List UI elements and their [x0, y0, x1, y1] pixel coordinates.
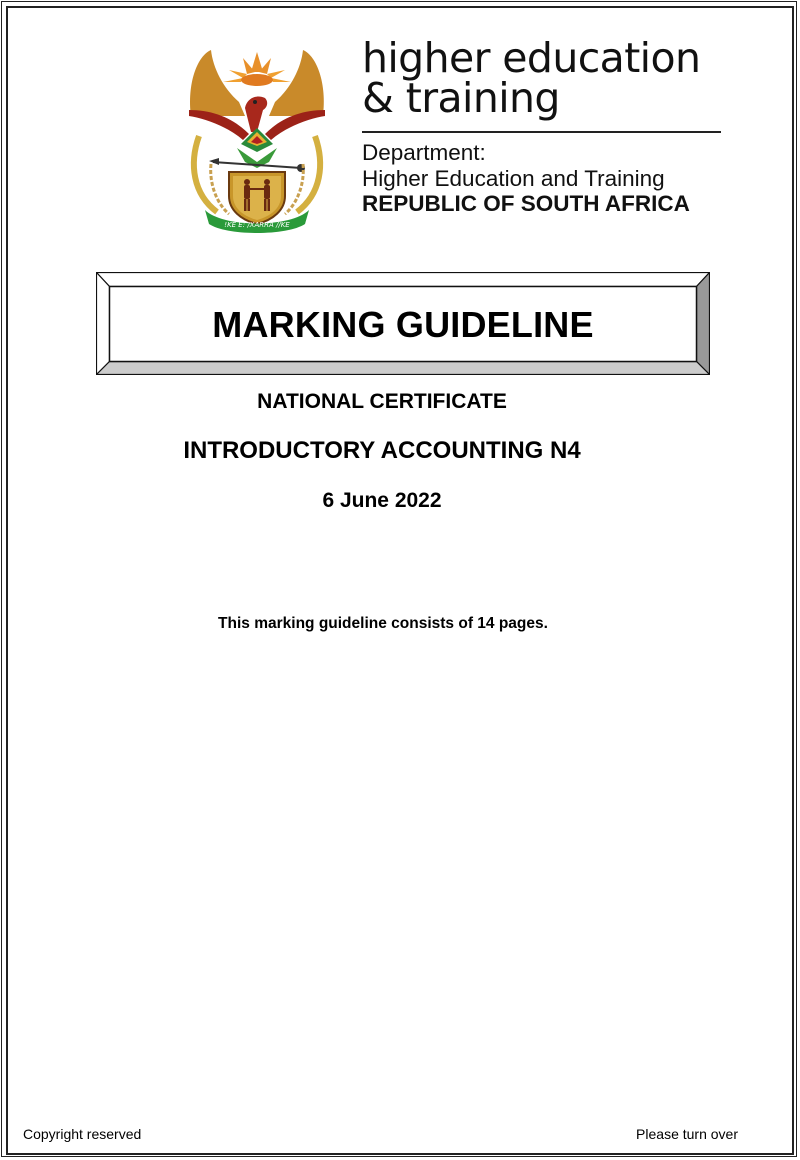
certificate-heading: NATIONAL CERTIFICATE — [257, 390, 507, 413]
logo-line-training: & training — [362, 74, 560, 122]
logo-line-higher-education: higher education — [362, 34, 701, 82]
title-box — [96, 272, 710, 375]
document-type-title: MARKING GUIDELINE — [212, 303, 594, 345]
department-name: Higher Education and Training — [362, 166, 665, 191]
footer-copyright: Copyright reserved — [23, 1126, 142, 1142]
subject-heading: INTRODUCTORY ACCOUNTING N4 — [183, 437, 581, 464]
exam-date: 6 June 2022 — [322, 489, 442, 512]
footer-turn-over: Please turn over — [636, 1126, 738, 1142]
page-count-note: This marking guideline consists of 14 pages. — [218, 615, 548, 632]
rising-sun-icon — [223, 52, 291, 86]
south-africa-coat-of-arms-icon — [183, 44, 331, 234]
department-label: Department: — [362, 140, 486, 165]
country-name: REPUBLIC OF SOUTH AFRICA — [362, 191, 690, 216]
motto-text: !KE E: /XARRA //KE — [224, 221, 290, 229]
logo-divider — [362, 131, 721, 133]
